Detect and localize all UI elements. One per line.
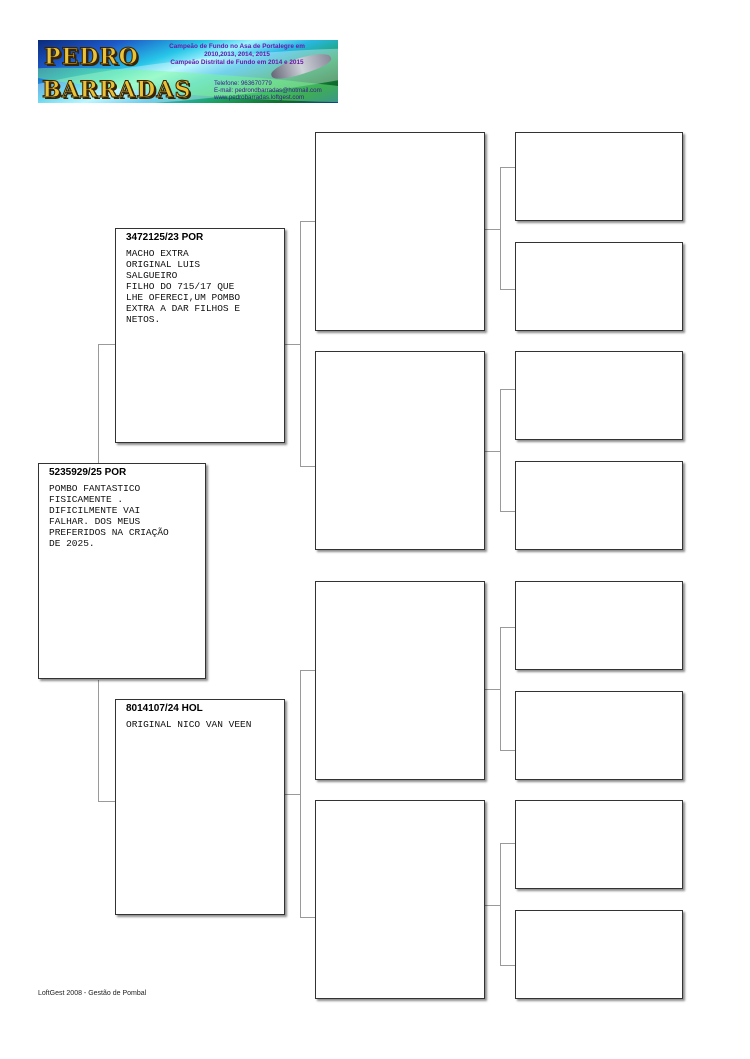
connector-line <box>285 344 300 345</box>
dam-notes: ORIGINAL NICO VAN VEEN <box>126 719 252 730</box>
banner-contacts <box>214 80 338 101</box>
connector-line <box>485 229 500 230</box>
connector-line <box>300 221 301 467</box>
banner-title-line: Campeão de Fundo no Asa de Portalegre em <box>169 43 305 50</box>
paternal-grandsire-box[interactable] <box>315 132 485 331</box>
banner-phone: Telefone: 963670779 <box>214 80 272 87</box>
great-grandparent-box[interactable] <box>515 351 683 440</box>
banner-website: www.pedrobarradas.loftgest.com <box>214 94 305 101</box>
connector-line <box>500 289 515 290</box>
connector-line <box>300 917 315 918</box>
subject-pigeon-box[interactable] <box>38 463 206 679</box>
great-grandparent-box[interactable] <box>515 132 683 221</box>
banner-title-line: Campeão Distrital de Fundo em 2014 e 2015 <box>170 59 304 66</box>
subject-ring-number: 5235929/25 POR <box>49 467 127 478</box>
connector-line <box>300 221 315 222</box>
sire-notes: MACHO EXTRA ORIGINAL LUIS SALGUEIRO FILHO DO 715/17 QUE LHE OFERECI,UM POMBO EXTRA A DAR FILHOS E NETOS. <box>126 248 241 325</box>
connector-line <box>500 965 515 966</box>
dam-ring-number: 8014107/24 HOL <box>126 703 203 714</box>
sire-box[interactable] <box>115 228 285 443</box>
connector-line <box>98 801 115 802</box>
paternal-granddam-box[interactable] <box>315 351 485 550</box>
connector-line <box>485 689 500 690</box>
connector-line <box>500 167 501 290</box>
great-grandparent-box[interactable] <box>515 800 683 889</box>
banner-titles <box>142 43 332 67</box>
connector-line <box>500 627 501 751</box>
subject-notes: POMBO FANTASTICO FISICAMENTE . DIFICILMENTE VAI FALHAR. DOS MEUS PREFERIDOS NA CRIAÇÃO DE 2025. <box>49 483 169 549</box>
connector-line <box>98 680 99 801</box>
banner-email: E-mail: pedrondbarradas@hotmail.com <box>214 87 322 94</box>
connector-line <box>98 344 99 465</box>
connector-line <box>300 670 315 671</box>
connector-line <box>500 389 515 390</box>
connector-line <box>485 451 500 452</box>
breeder-banner <box>38 40 338 103</box>
connector-line <box>500 750 515 751</box>
great-grandparent-box[interactable] <box>515 691 683 780</box>
connector-line <box>500 167 515 168</box>
great-grandparent-box[interactable] <box>515 581 683 670</box>
connector-line <box>485 905 500 906</box>
connector-line <box>285 794 300 795</box>
logo-first-name: PEDRO <box>44 44 139 70</box>
banner-title-line: 2010,2013, 2014, 2015 <box>204 51 270 58</box>
connector-line <box>300 466 315 467</box>
maternal-granddam-box[interactable] <box>315 800 485 999</box>
dam-box[interactable] <box>115 699 285 915</box>
great-grandparent-box[interactable] <box>515 461 683 550</box>
maternal-grandsire-box[interactable] <box>315 581 485 780</box>
connector-line <box>500 389 501 512</box>
sire-ring-number: 3472125/23 POR <box>126 232 204 243</box>
connector-line <box>500 843 501 966</box>
footer-credit: LoftGest 2008 - Gestão de Pombal <box>38 990 147 997</box>
connector-line <box>500 511 515 512</box>
connector-line <box>98 344 115 345</box>
connector-line <box>500 843 515 844</box>
connector-line <box>300 670 301 918</box>
great-grandparent-box[interactable] <box>515 242 683 331</box>
logo-last-name: BARRADAS <box>42 77 192 103</box>
great-grandparent-box[interactable] <box>515 910 683 999</box>
connector-line <box>500 627 515 628</box>
